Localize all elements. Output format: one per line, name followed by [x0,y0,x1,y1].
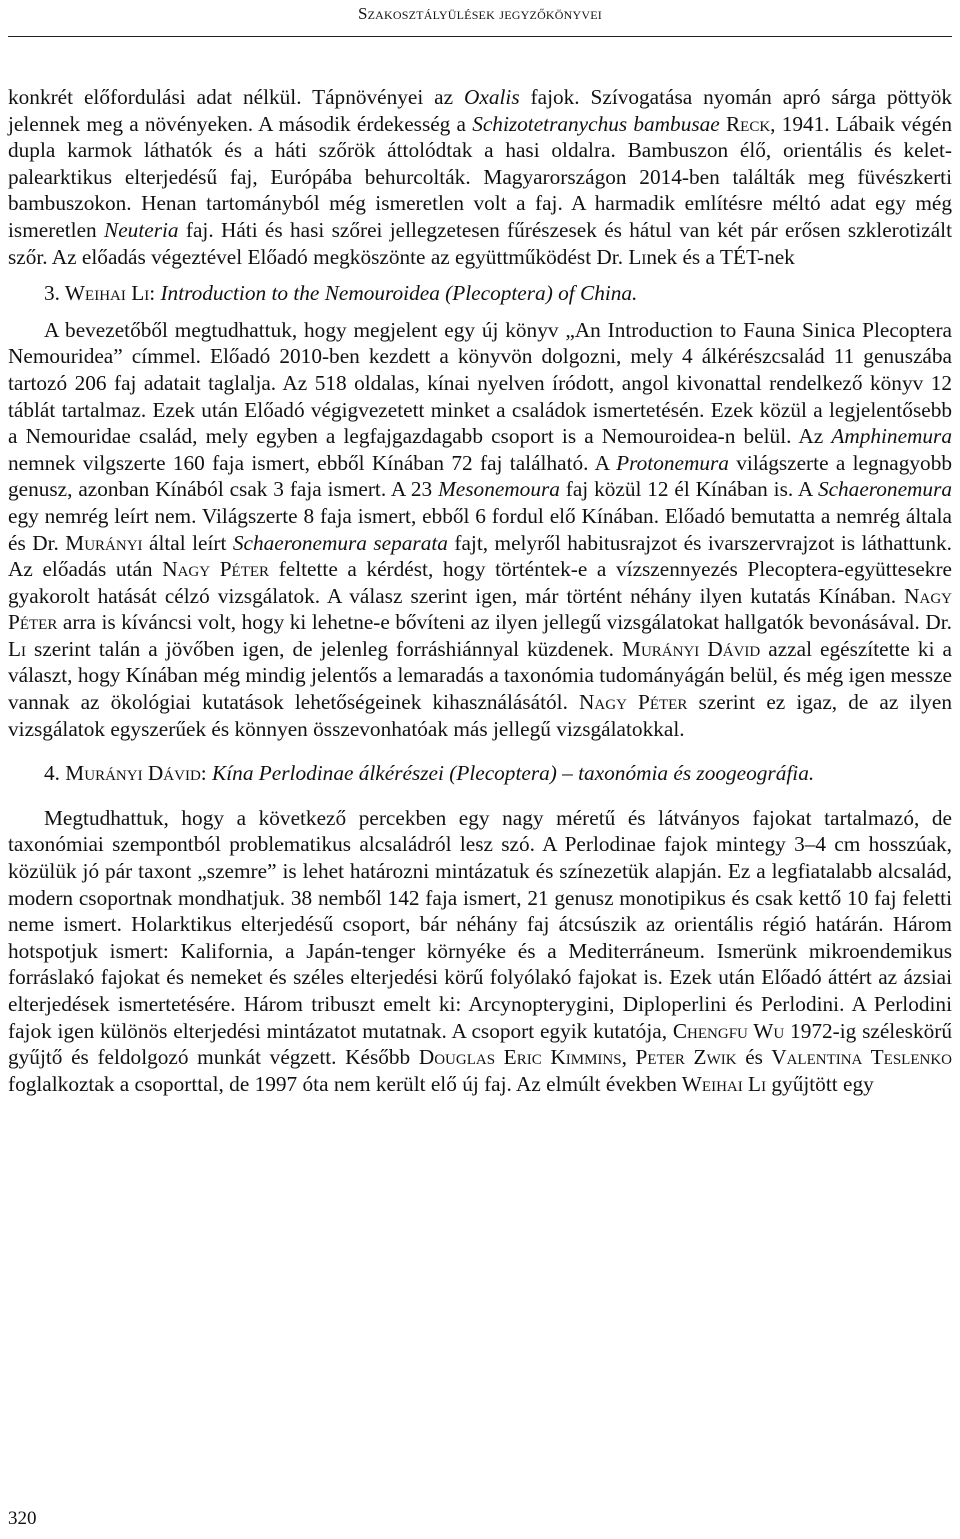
small-caps-name: éter [19,610,58,635]
text-run: arra is kíváncsi volt, hogy ki lehetne-e bővíteni az ilyen jellegű vizsgálatokat hallgatók bevonásával. Dr. L [8,610,952,661]
paragraph-3 [8,805,952,1098]
text-run: 1972-ig széleskörű gyűjtő és feldolgozó munkát végzett. Később D [8,1018,952,1070]
small-caps-name: ric [516,1045,542,1070]
section-heading-3 [8,280,952,307]
text-run: , 1941. Lábaik végén dupla karmok láthatók és a háti szőrök áttolódtak a hasi oldalra. Bambuszon élő, orientális és kelet-palearktikus elterjedésű faj, Európába behurcolták. Magyarországon 2014-ben találták meg füvészkerti bambuszokon. Henan tartományból még ismeretlen volt a faj. A harmadik említésre méltó adat egy még ismeretlen [8,111,953,242]
author-initial: D [147,761,164,786]
author-name: ávid [163,761,201,786]
text-run: fajt, melyről habitusrajzot és ivarszervrajzot is láthattunk. Az előadás után N [8,530,952,582]
text-run: P [626,690,650,715]
author-initial: M [65,761,85,786]
text-run: faj közül 12 él Kínában is. A [559,477,818,502]
heading-title: Kína Perlodinae álkérészei (Plecoptera) – taxonómia és zoogeográfia. [212,761,815,786]
header-rule [8,36,952,37]
small-caps-name: i [21,636,27,661]
text-run: nek és a TÉT-nek [646,244,795,269]
small-caps-name: urányi [640,636,700,661]
text-run: P [8,610,20,635]
italic-taxon: Schaeronemura [817,477,952,502]
text-run: szerint ez igaz, de az ilyen vizsgálatok egyszerűek és könnyen összevonhatóak más jellegű vizsgálatokkal. [8,690,952,741]
italic-taxon: Amphinemura [831,424,952,449]
small-caps-name: i [641,244,647,269]
author-name: urányi [84,761,143,786]
text-run: E [495,1045,517,1070]
text-run: foglalkoztak a csoporttal, de 1997 óta nem került elő új faj. Az elmúlt években W [8,1071,702,1096]
heading-number: 4. [44,761,66,786]
text-run: K [541,1045,566,1070]
body-text [8,84,952,1097]
author-name: i [144,281,150,306]
text-run: világszerte a legnagyobb genusz, azonban Kínából csak 3 faja ismert. A 23 [8,450,952,502]
text-run: faj. Háti és hasi szőrei jellegzetesen fűrészesek és hátul van két pár erősen szklerotizált szőr. Az előadás végeztével Előadó megköszönte az együttműködést Dr. L [8,217,952,269]
small-caps-name: immins [565,1045,622,1070]
small-caps-name: éter [649,690,688,715]
italic-taxon: Mesonemoura [438,477,560,502]
small-caps-name: urányi [84,530,143,555]
italic-taxon: Protonemura [616,450,729,475]
text-run: és V [736,1045,787,1070]
text-run: feltette a kérdést, hogy történtek-e a vízszennyezés Plecoptera-együttesekre gyakorolt hatását célzó vizsgálatok. A válasz szerint igen, már történt néhány ilyen kutatás Kínában. N [8,557,952,608]
small-caps-name: ouglas [434,1045,496,1070]
author-name: eihai [85,281,126,306]
text-run: Z [684,1045,707,1070]
italic-taxon: Neuteria [104,217,179,242]
text-run: azzal egészítette ki a választ, hogy Kínában még mindig jelentős a lemaradás a taxonómia tudományágán belül, és még igen messze vannak az ökológiai kutatások lehetőségeinek kihasználásától. N [8,636,952,715]
author-initial: W [64,281,86,306]
text-run: Megtudhattuk, hogy a következő percekben egy nagy méretű és látványos fajokat tartalmazó, de taxonómiai szempontból problematikus alcsaládról lesz szó. A Perlodinae fajok mintegy 3–4 cm hosszúak, közülük jó pár taxont „szemre” is lehet határozni mintázatuk és színezetük alapján. Ez a legfiatalabb alcsalád, modern csoportnak mondhatjuk. 38 nemből 142 faja ismert, 21 genusz monotipikus és csak kettő 10 faj feletti neme ismert. Holarktikus elterjedésű csoport, bár néhány faj átcsúszik az orientális régió határán. Három hotspotjuk ismert: Kalifornia, a Japán-tenger környéke és a Mediterráneum. Ismerünk mikroendemikus forráslakó fajokat és nemeket és széles elterjedési körű folyólakó fajokat is. Ezek után Előadó áttért az ázsiai elterjedések ismertetésére. Három tribuszt emelt ki: Arcynopterygini, Diploperlini és Perlodini. A Perlodini fajok igen különös elterjedési mintázatot mutatnak. A csoport egyik kutatója, C [8,805,952,1043]
text-run: D [699,636,723,661]
text-run: A bevezetőből megtudhattuk, hogy megjelent egy új könyv „An Introduction to Fauna Sinica Plecoptera Nemouridea” címmel. Előadó 2010-ben kezdett a könyvön dolgozni, mely 4 álkérészcsalád 11 genuszába tartozó 206 faj adatait taglalja. Az 518 oldalas, kínai nyelven íródott, angol kivonattal rendelkező könyv 12 táblát tartalmaz. Ezek után Előadó végigvezetett minket a családok ismertetésén. Ezek közül a legjelentősebb a Nemouridae család, mely egyben a legfajgazdagabb csoport is a Nemouroidea-n belül. Az [8,317,952,449]
small-caps-name: ávid [722,636,761,661]
text-run: R [719,111,741,136]
small-caps-name: u [773,1018,785,1043]
text-run: P [210,557,232,582]
text-run: W [747,1018,774,1043]
small-caps-name: alentina [786,1045,863,1070]
text-run: egy nemrég leírt nem. Világszerte 8 faja ismert, ebből 6 fordul elő Kínában. Előadó bemutatta a nemrég általa és Dr. M [8,503,952,555]
small-caps-name: i [761,1071,767,1096]
small-caps-name: eter [647,1045,685,1070]
text-run: fajok. Szívogatása nyomán apró sárga pöttyök jelennek meg a növényeken. A második érdekesség a [8,85,952,136]
text-run: nemnek vilgszerte 160 faja ismert, ebből Kínában 72 faj található. A [8,450,617,475]
small-caps-name: hengfu [687,1018,748,1043]
small-caps-name: eslenko [883,1045,952,1070]
heading-number: 3. [44,281,65,306]
italic-taxon: Oxalis [464,85,520,109]
italic-taxon: Schaeronemura separata [232,530,448,555]
text-run: T [862,1045,884,1070]
section-heading-4 [8,760,952,787]
author-initial: L [131,281,145,306]
paragraph-2 [8,317,952,743]
heading-title: Introduction to the Nemouroidea (Plecoptera) of China. [160,281,638,306]
text-run: gyűjtött egy [766,1071,874,1096]
text-run: által leírt [142,530,233,555]
text-run: : [149,281,161,306]
small-caps-name: agy [919,583,952,608]
small-caps-name: wik [706,1045,737,1070]
small-caps-name: agy [177,557,211,582]
paragraph-1 [8,84,952,270]
page-number: 320 [8,1508,37,1529]
running-header: Szakosztályülések jegyzőkönyvei [357,4,602,23]
small-caps-name: eck [740,111,771,136]
small-caps-name: eihai [701,1071,743,1096]
italic-taxon: Schizotetranychus bambusae [472,111,720,136]
small-caps-name: éter [231,557,270,582]
small-caps-name: agy [594,690,627,715]
text-run: konkrét előfordulási adat nélkül. Tápnövényei az [8,85,464,109]
text-run: L [742,1071,762,1096]
text-run: szerint talán a jövőben igen, de jelenleg forráshiánnyal küzdenek. M [26,636,641,661]
text-run: , P [621,1045,648,1070]
text-run: : [200,761,213,786]
